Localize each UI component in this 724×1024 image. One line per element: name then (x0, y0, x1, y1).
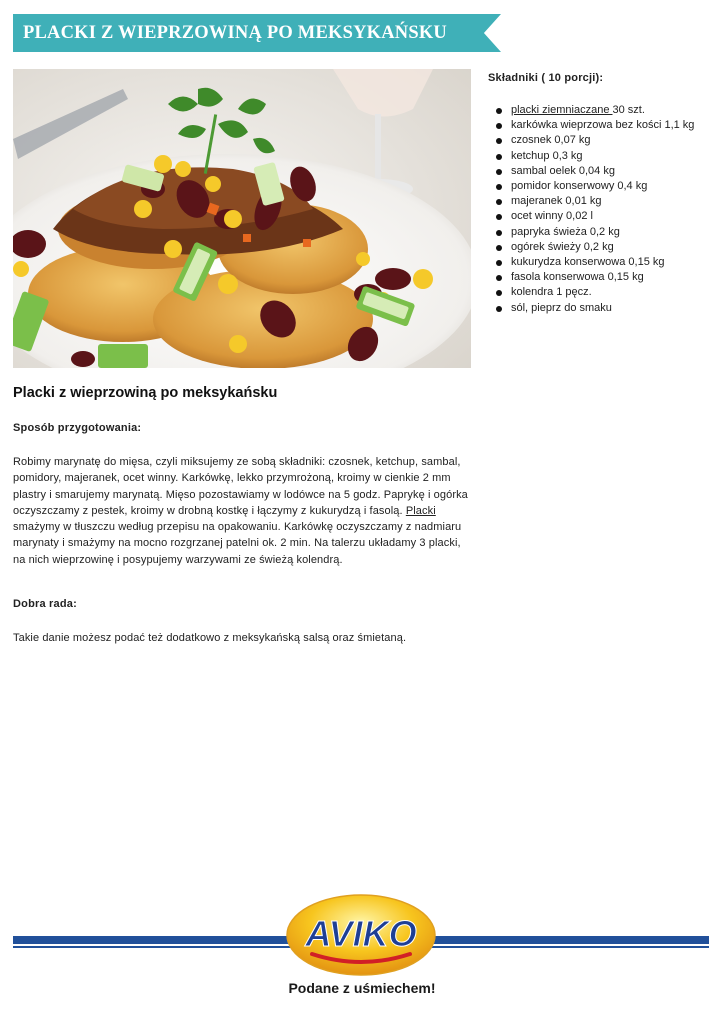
ingredient-amount: 0,01 kg (562, 195, 602, 208)
ingredient-name: ketchup (511, 149, 550, 162)
svg-text:AVIKO: AVIKO (305, 913, 417, 954)
ingredient-amount: 0,2 kg (586, 225, 620, 238)
ingredient-name: kolendra (511, 286, 554, 299)
ingredient-amount: 30 szt. (612, 104, 645, 116)
ingredient-name: sambal oelek (511, 164, 576, 177)
ingredient-amount: do smaku (561, 301, 612, 314)
ingredient-amount: 0,4 kg (614, 180, 648, 193)
ingredient-item (494, 164, 694, 179)
method-heading: Sposób przygotowania: (13, 422, 142, 434)
ingredients-heading: Składniki ( 10 porcji): (488, 72, 604, 84)
ingredient-item[interactable] (494, 103, 694, 118)
tip-heading: Dobra rada: (13, 598, 77, 610)
tip-text: Takie danie możesz podać też dodatkowo z meksykańską salsą oraz śmietaną. (13, 632, 407, 644)
ingredient-item (494, 149, 694, 164)
ingredient-link[interactable]: placki ziemniaczane (511, 104, 613, 116)
ingredient-item (494, 301, 694, 316)
ingredient-name: pomidor konserwowy (511, 180, 615, 193)
ingredient-item (494, 194, 694, 209)
method-text-part: smażymy w tłuszczu według przepisu na opakowaniu. Karkówkę oczyszczamy z nadmiaru marynaty i smażymy na mocno rozgrzanej patelni ok. 2 min. Na talerzu układamy 3 placki, na nich wieprzowinę i posypujemy warzywami ze świeżą kolendrą. (13, 521, 462, 566)
ingredient-item (494, 225, 694, 240)
ingredient-amount: 0,02 l (562, 210, 593, 223)
ingredient-item (494, 255, 694, 270)
ingredient-name: majeranek (511, 195, 563, 208)
dish-photo (13, 69, 471, 368)
ingredient-amount: 0,15 kg (604, 271, 644, 284)
ingredient-amount: 1 pęcz. (553, 286, 592, 299)
recipe-title: Placki z wieprzowiną po meksykańsku (13, 385, 278, 401)
ingredient-amount: 0,04 kg (575, 164, 615, 177)
method-text-part: Robimy marynatę do mięsa, czyli miksujemy ze sobą składniki: czosnek, ketchup, sambal, pomidory, majeranek, ocet winny. Karkówkę, lekko przymrożoną, kroimy w cienkie 2 mm plastry i smarujemy marynatą. Mięso pozostawiamy w lodówce na 5 godz. Paprykę i ogórka oczyszczamy z pestek, kroimy w drobną kostkę i łączymy z kukurydzą i fasolą. (13, 456, 468, 517)
ingredient-item (494, 179, 694, 194)
ingredient-amount: 0,15 kg (625, 256, 665, 269)
ingredient-item (494, 209, 694, 224)
ingredient-name: ocet winny (511, 210, 563, 223)
ingredient-name: ogórek świeży (511, 240, 581, 253)
ingredient-item (494, 118, 694, 133)
page-title: PLACKI Z WIEPRZOWINĄ PO MEKSYKAŃSKU (23, 22, 447, 43)
tagline: Podane z uśmiechem! (288, 980, 436, 996)
ingredient-item (494, 133, 694, 148)
ingredient-name: kukurydza konserwowa (511, 256, 626, 269)
ingredient-item (494, 270, 694, 285)
ingredient-name: karkówka wieprzowa bez kości (511, 119, 662, 132)
logo-lettering (304, 913, 416, 954)
ingredient-name: sól, pieprz (511, 301, 562, 314)
ingredient-name: czosnek (511, 134, 552, 147)
ingredient-item (494, 285, 694, 300)
ingredient-amount: 0,3 kg (549, 149, 583, 162)
aviko-logo (282, 888, 440, 980)
ingredient-name: papryka świeża (511, 225, 587, 238)
ingredients-list (494, 103, 694, 316)
ingredient-amount: 0,07 kg (551, 134, 591, 147)
placki-link[interactable]: Placki (405, 504, 436, 517)
ingredient-amount: 1,1 kg (661, 119, 695, 132)
ingredient-name: fasola konserwowa (511, 271, 605, 284)
ingredient-item (494, 240, 694, 255)
method-text (13, 454, 473, 568)
ingredient-amount: 0,2 kg (580, 240, 614, 253)
